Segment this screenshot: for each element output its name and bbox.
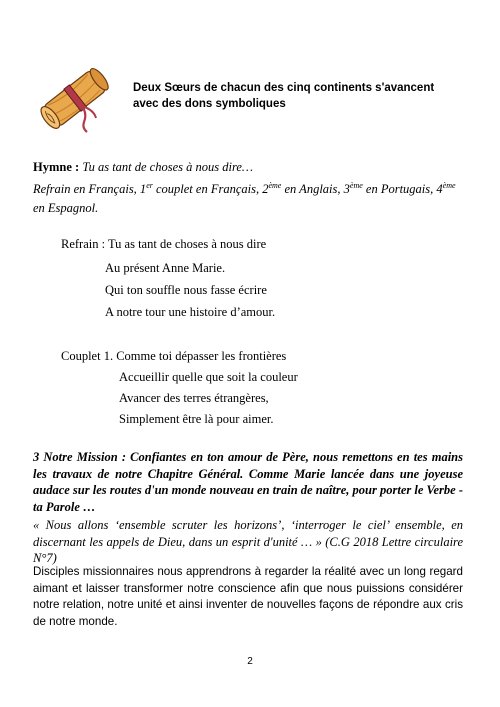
page-number: 2 xyxy=(247,656,253,667)
ordinal-suffix: ème xyxy=(268,180,282,190)
hymn-title: Tu as tant de choses à nous dire… xyxy=(82,160,254,174)
hymn-heading xyxy=(33,159,463,176)
ordinal-suffix: ème xyxy=(442,180,456,190)
scroll-icon xyxy=(30,58,118,140)
hymn-label: Hymne : xyxy=(33,160,80,174)
language-instructions xyxy=(33,180,463,218)
ordinal-suffix: ème xyxy=(349,180,363,190)
intro-text: Deux Sœurs de chacun des cinq continents s'avancent avec des dons symboliques xyxy=(133,82,435,110)
disciples-paragraph: Disciples missionnaires nous apprendrons à regarder la réalité avec un long regard aimant et laisser transformer notre conscience afin que nous puissions considérer notre relation, notre unité et ainsi inventer de nouvelles façons de répondre aux cris de notre monde. xyxy=(33,565,463,628)
refrain-info-part: en Anglais, 3 xyxy=(281,182,350,196)
refrain-info-part: en Espagnol. xyxy=(33,201,99,215)
refrain-line: Au présent Anne Marie. xyxy=(105,261,226,275)
couplet-line: Avancer des terres étrangères, xyxy=(119,391,269,405)
refrain-info-part: Refrain en Français, 1 xyxy=(33,182,147,196)
ordinal-suffix: er xyxy=(146,180,153,190)
refrain-line: Refrain : Tu as tant de choses à nous dire xyxy=(61,237,267,251)
couplet-line: Simplement être là pour aimer. xyxy=(119,412,274,426)
refrain-info-part: en Portugais, 4 xyxy=(362,182,443,196)
refrain-line: Qui ton souffle nous fasse écrire xyxy=(105,283,267,297)
refrain-info-part: couplet en Français, 2 xyxy=(152,182,269,196)
refrain-line: A notre tour une histoire d’amour. xyxy=(105,305,276,319)
couplet-line: Couplet 1. Comme toi dépasser les frontières xyxy=(61,349,287,363)
mission-paragraph: 3 Notre Mission : Confiantes en ton amour de Père, nous remettons en tes mains les travaux de notre Chapitre Général. Comme Marie lancée dans une joyeuse audace sur les routes d'un monde nouveau en train de naître, pour porter le Verbe - ta Parole … xyxy=(33,450,463,514)
couplet-line: Accueillir quelle que soit la couleur xyxy=(119,370,298,384)
quote-paragraph: « Nous allons ‘ensemble scruter les horizons’, ‘interroger le ciel’ ensemble, en discernant les appels de Dieu, dans un esprit d'unité … » (C.G 2018 Lettre circulaire N°7) xyxy=(33,518,463,565)
